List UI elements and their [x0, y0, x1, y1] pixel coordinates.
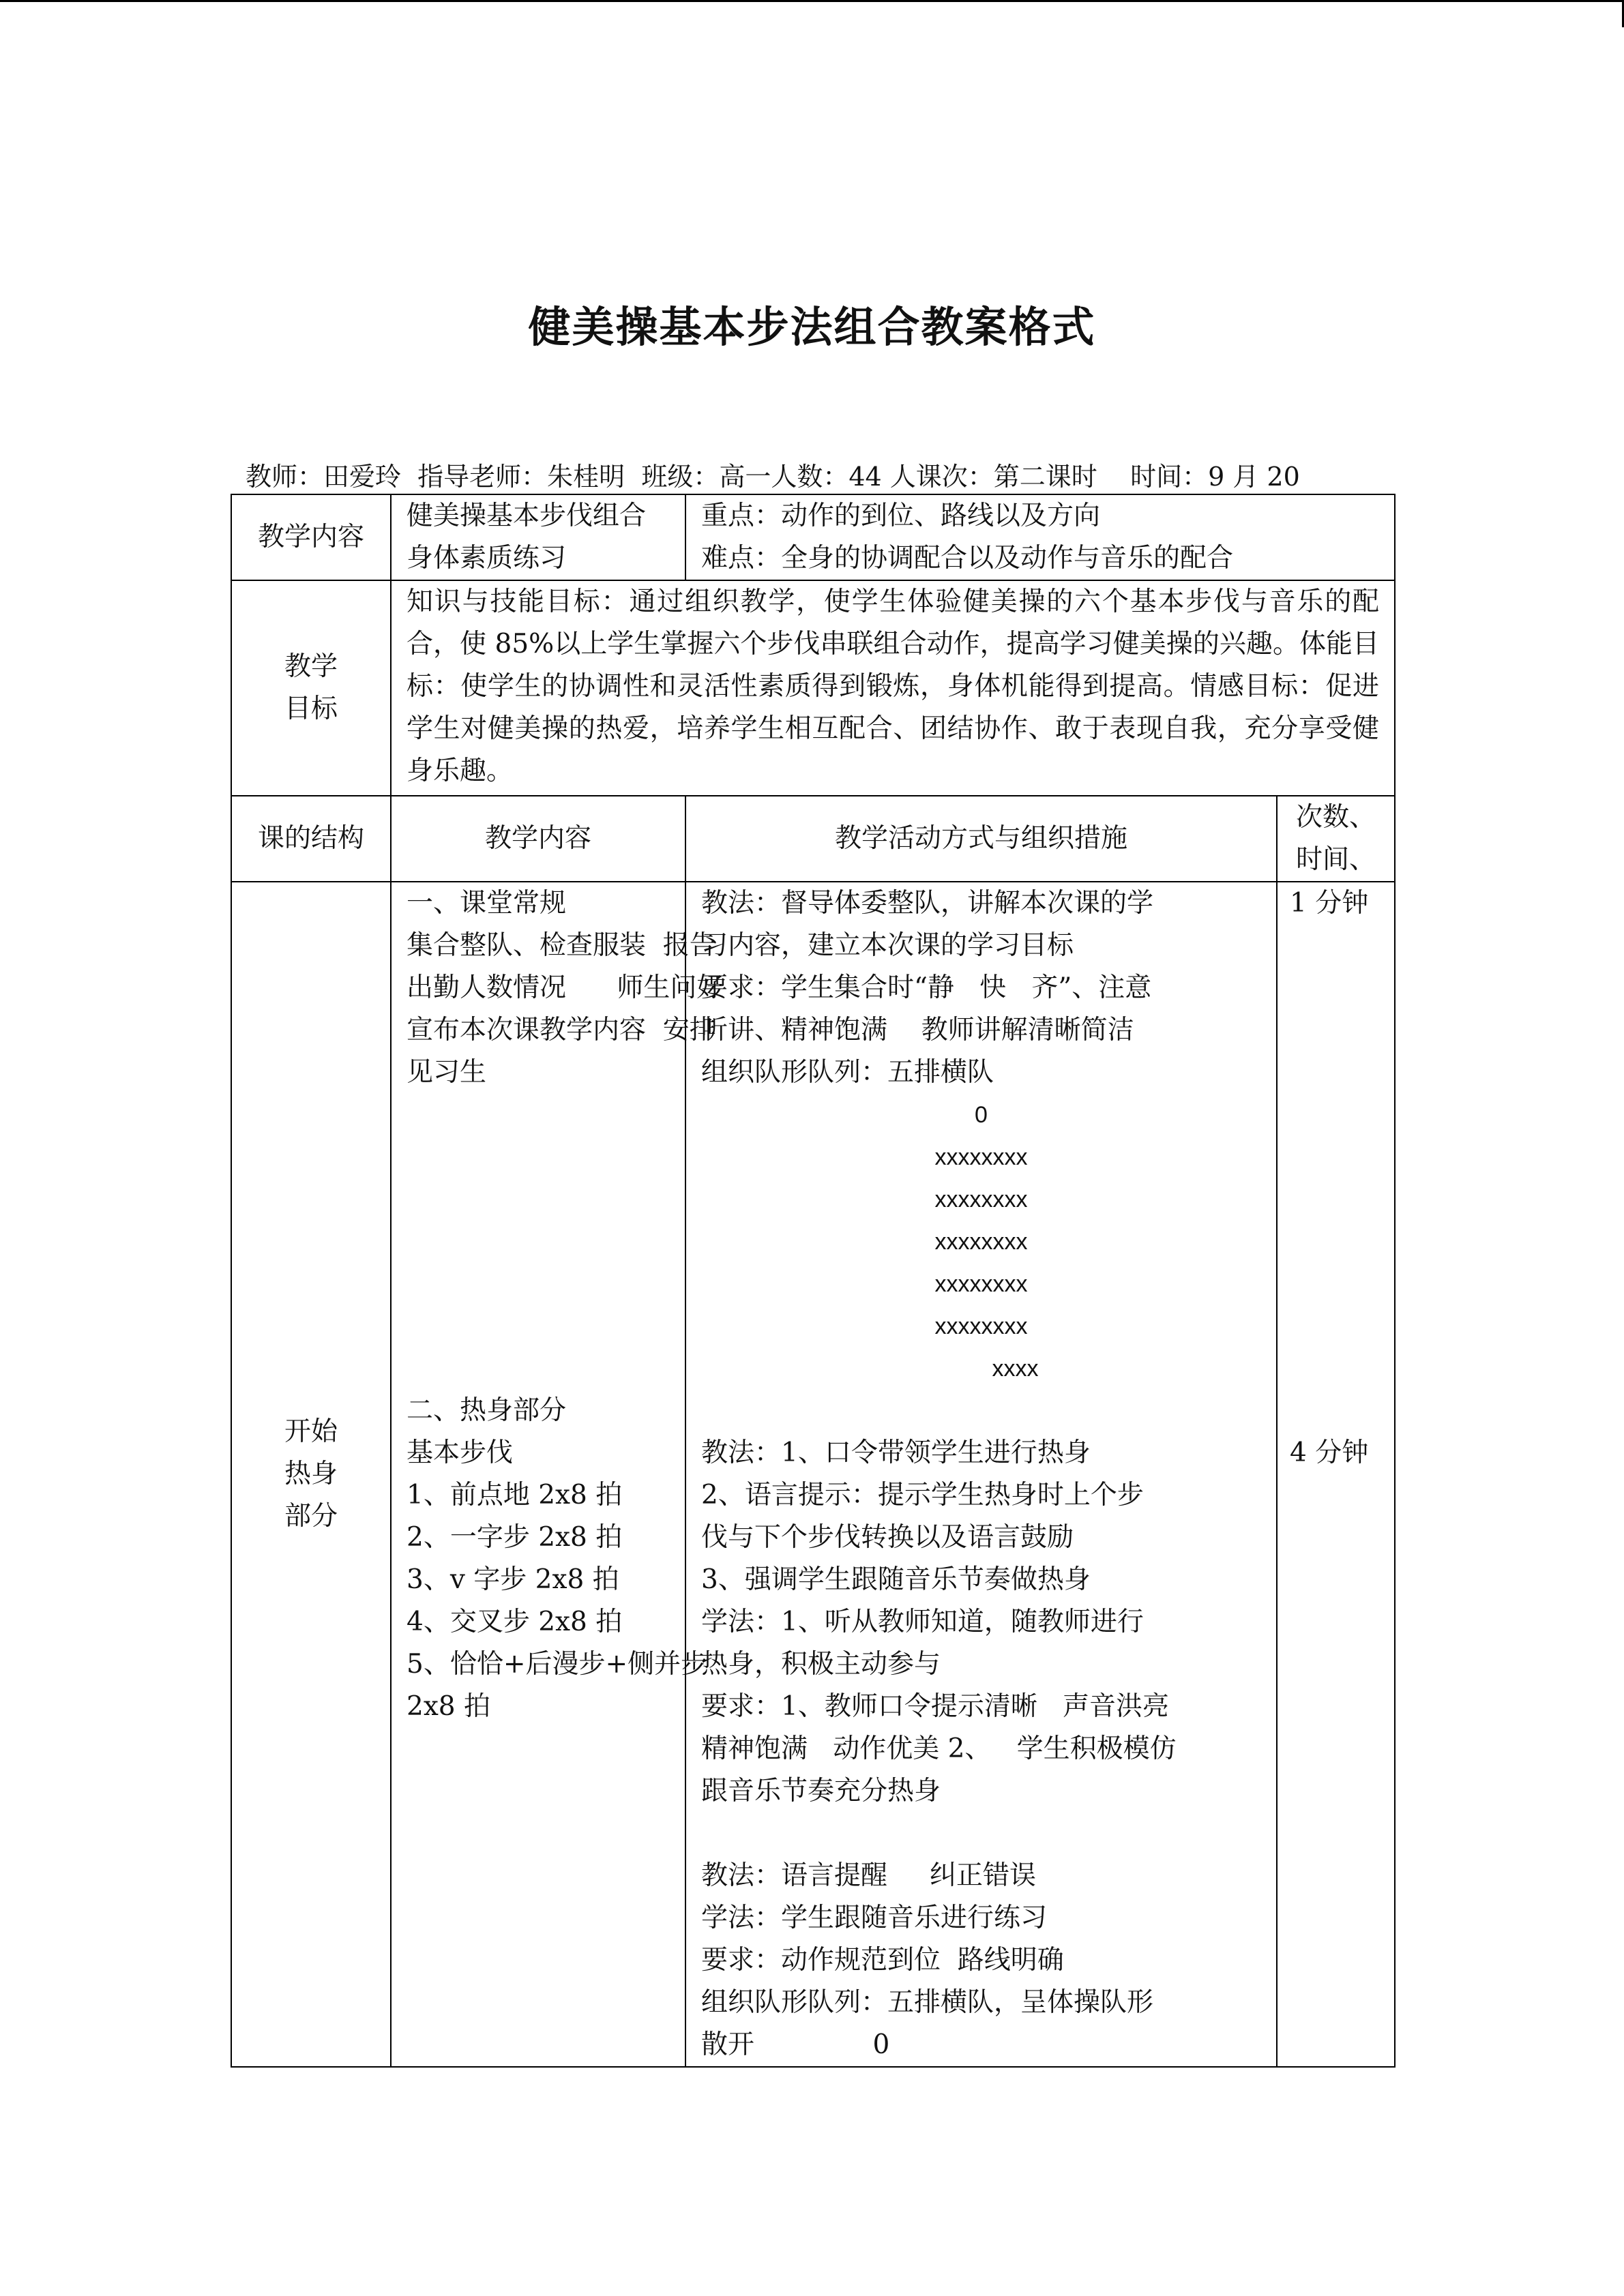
activity-line: 组织队形队列：五排横队 — [701, 1057, 994, 1088]
activity-line: 教法：1、口令带领学生进行热身 — [701, 1437, 1091, 1468]
content-line: 5、恰恰+后漫步+侧并步 — [407, 1649, 708, 1680]
row-teaching-content-2 — [231, 537, 1395, 580]
activity-line: 要求：动作规范到位 路线明确 — [701, 1945, 1064, 1976]
activity-line: 学法：1、听从教师知道，随教师进行 — [701, 1607, 1144, 1637]
label-line: 部分 — [284, 1501, 338, 1532]
content-line: 1、前点地 2x8 拍 — [407, 1480, 623, 1510]
activity-line: 散开 0 — [701, 2029, 890, 2060]
spacer — [407, 1178, 670, 1221]
spacer — [407, 1263, 670, 1305]
content-line: 3、v 字步 2x8 拍 — [407, 1564, 619, 1595]
header-activity: 教学活动方式与组织措施 — [685, 796, 1277, 882]
content-line: 二、热身部分 — [407, 1395, 567, 1426]
activity-line: 要求：学生集合时“静 快 齐”、注意 — [701, 972, 1152, 1003]
row-warmup-section — [231, 882, 1395, 2067]
header-times — [1277, 796, 1395, 882]
spacer — [1290, 1136, 1382, 1178]
lesson-info-line: 教师：田爱玲 指导老师：朱桂明 班级：高一人数：44 人课次：第二课时 时间：9 月 20 — [246, 462, 1300, 492]
row-teaching-objectives — [231, 580, 1395, 796]
objectives-text: 知识与技能目标：通过组织教学，使学生体验健美操的六个基本步伐与音乐的配合，使 85%以上学生掌握六个步伐串联组合动作，提高学习健美操的兴趣。体能目标：使学生的协调性和灵活性素质得到锻炼，身体机能得到提高。情感目标：促进学生对健美操的热爱，培养学生相互配合、团结协作、敢于表现自我，充分享受健身乐趣。 — [391, 580, 1395, 796]
row-teaching-content — [231, 494, 1395, 537]
content-line-2: 身体素质练习 — [391, 537, 685, 580]
content-line: 见习生 — [407, 1057, 487, 1088]
spacer — [1290, 1009, 1382, 1052]
content-line: 一、课堂常规 — [407, 888, 567, 919]
content-line: 出勤人数情况 师生问好 — [407, 972, 724, 1003]
spacer — [1290, 1305, 1382, 1347]
activity-line: 组织队形队列：五排横队，呈体操队形 — [701, 1987, 1154, 2018]
label-warmup-section — [231, 882, 391, 2067]
content-line: 基本步伐 — [407, 1437, 514, 1468]
label-teaching-content: 教学内容 — [231, 494, 391, 580]
header-times-line: 时间、 — [1296, 844, 1376, 875]
activity-line: 跟音乐节奏充分热身 — [701, 1776, 941, 1806]
header-structure: 课的结构 — [231, 796, 391, 882]
activity-line: 学法：学生跟随音乐进行练习 — [701, 1903, 1048, 1933]
spacer — [407, 1305, 670, 1347]
activity-line: 精神饱满 动作优美 2、 学生积极模仿 — [701, 1733, 1177, 1764]
activity-line: 听讲、精神饱满 教师讲解清晰简洁 — [701, 1015, 1134, 1045]
label-line: 热身 — [284, 1459, 338, 1489]
formation-row: xxxx — [992, 1356, 1039, 1382]
spacer — [1290, 1094, 1382, 1136]
header-content: 教学内容 — [391, 796, 685, 882]
row-column-headers — [231, 796, 1395, 882]
formation-row: xxxxxxxx — [934, 1144, 1028, 1170]
spacer — [1290, 1178, 1382, 1221]
formation-row: xxxxxxxx — [934, 1271, 1028, 1297]
time-value: 1 分钟 — [1290, 888, 1369, 919]
label-line: 目标 — [284, 694, 338, 724]
content-line: 集合整队、检查服装 报告 — [407, 930, 716, 961]
spacer — [407, 1221, 670, 1263]
formation-row: xxxxxxxx — [934, 1187, 1028, 1212]
content-line: 宣布本次课教学内容 安排 — [407, 1015, 716, 1045]
spacer — [407, 1094, 670, 1136]
activity-line: 教法：督导体委整队，讲解本次课的学 — [701, 888, 1154, 919]
spacer — [407, 1136, 670, 1178]
activity-line: 习内容，建立本次课的学习目标 — [701, 930, 1074, 961]
label-line: 开始 — [284, 1416, 338, 1447]
activity-line: 热身，积极主动参与 — [701, 1649, 941, 1680]
content-line: 2x8 拍 — [407, 1691, 491, 1722]
spacer — [1290, 1347, 1382, 1390]
spacer — [701, 1390, 1261, 1432]
label-line: 教学 — [284, 651, 338, 682]
page-top-border — [0, 0, 1624, 2]
content-line: 2、一字步 2x8 拍 — [407, 1522, 623, 1553]
spacer — [407, 1347, 670, 1390]
spacer — [1290, 925, 1382, 967]
spacer — [1290, 967, 1382, 1009]
formation-row: xxxxxxxx — [934, 1229, 1028, 1255]
header-times-line: 次数、 — [1296, 802, 1376, 833]
spacer — [701, 1813, 1261, 1855]
content-line-1: 健美操基本步伐组合 — [391, 494, 685, 537]
content-line: 4、交叉步 2x8 拍 — [407, 1607, 623, 1637]
key-point: 重点：动作的到位、路线以及方向 — [685, 494, 1395, 537]
warmup-content — [391, 882, 724, 2067]
label-teaching-objectives — [231, 580, 391, 796]
activity-line: 要求：1、教师口令提示清晰 声音洪亮 — [701, 1691, 1170, 1722]
spacer — [1290, 1390, 1382, 1432]
time-value: 4 分钟 — [1290, 1437, 1369, 1468]
activity-line: 教法：语言提醒 纠正错误 — [701, 1860, 1036, 1891]
activity-line: 2、语言提示：提示学生热身时上个步 — [701, 1480, 1144, 1510]
spacer — [1290, 1052, 1382, 1094]
activity-line: 3、强调学生跟随音乐节奏做热身 — [701, 1564, 1091, 1595]
activity-line: 伐与下个步伐转换以及语言鼓励 — [701, 1522, 1074, 1553]
difficulty-point: 难点：全身的协调配合以及动作与音乐的配合 — [685, 537, 1395, 580]
spacer — [1290, 1263, 1382, 1305]
spacer — [1290, 1221, 1382, 1263]
formation-row: xxxxxxxx — [934, 1313, 1028, 1339]
warmup-activities — [685, 882, 1277, 2067]
document-title: 健美操基本步法组合教案格式 — [528, 302, 1096, 352]
warmup-times — [1277, 882, 1395, 2067]
formation-teacher: 0 — [975, 1102, 988, 1128]
lesson-plan-table — [231, 494, 1396, 2068]
formation-diagram — [701, 1094, 1261, 1390]
